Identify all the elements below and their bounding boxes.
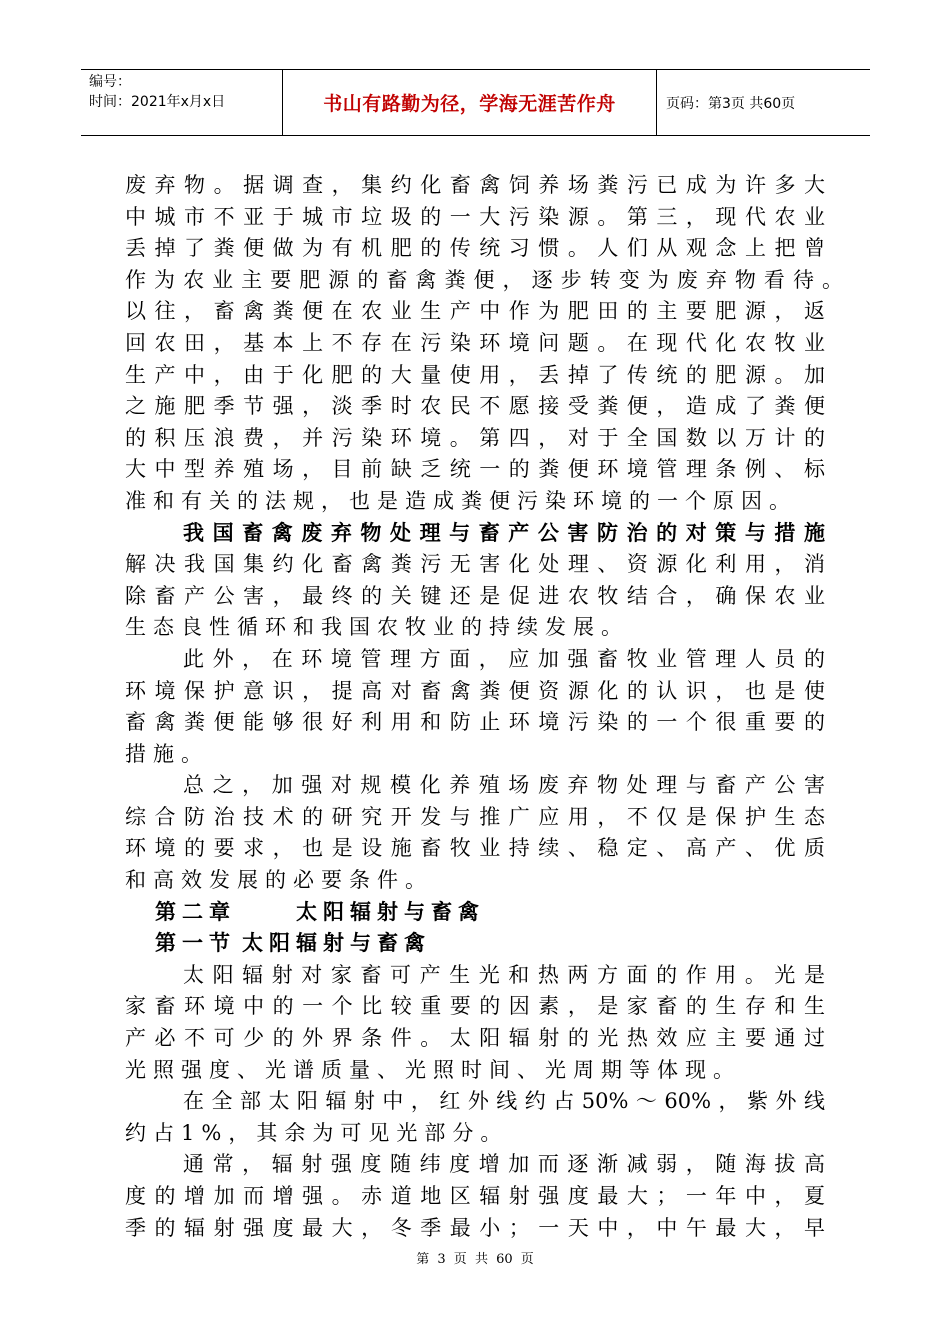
- body-line: 除畜产公害，最终的关键还是促进农牧结合，确保农业: [125, 583, 825, 608]
- section-subheading: 我国畜禽废弃物处理与畜产公害防治的对策与措施: [183, 520, 825, 545]
- footer-page-unit: 页: [453, 1252, 467, 1267]
- section-title: 太阳辐射与畜禽: [242, 931, 431, 956]
- body-line: 此外，在环境管理方面，应加强畜牧业管理人员的: [183, 646, 825, 671]
- body-line: 回农田，基本上不存在污染环境问题。在现代化农牧业: [125, 330, 825, 355]
- body-line: 家畜环境中的一个比较重要的因素，是家畜的生存和生: [125, 994, 825, 1019]
- page-header: [81, 69, 870, 136]
- body-line: 总之，加强对规模化养殖场废弃物处理与畜产公害: [183, 773, 825, 798]
- body-line: 度的增加而增强。赤道地区辐射强度最大；一年中，夏: [125, 1184, 825, 1208]
- document-number-label: 编号：: [89, 74, 131, 90]
- body-line: 环境的要求，也是设施畜牧业持续、稳定、高产、优质: [125, 836, 825, 861]
- section-heading: [125, 928, 825, 960]
- body-line: 丢掉了粪便做为有机肥的传统习惯。人们从观念上把曾: [125, 236, 825, 261]
- body-line: 准和有关的法规，也是造成粪便污染环境的一个原因。: [125, 488, 797, 513]
- body-line: 光照强度、光谱质量、光照时间、光周期等体现。: [125, 1057, 741, 1082]
- body-line: 的积压浪费，并污染环境。第四，对于全国数以万计的: [125, 425, 825, 450]
- body-line: 太阳辐射对家畜可产生光和热两方面的作用。光是: [183, 962, 825, 987]
- body-line: 大中型养殖场，目前缺乏统一的粪便环境管理条例、标: [125, 457, 825, 482]
- document-body: [125, 170, 843, 1244]
- header-meta: [81, 70, 282, 135]
- body-line: 约占1%，其余为可见光部分。: [125, 1120, 509, 1145]
- section-number: 第一节: [155, 931, 236, 956]
- chapter-heading: [125, 897, 825, 929]
- body-line: 以往，畜禽粪便在农业生产中作为肥田的主要肥源，返: [125, 299, 825, 324]
- body-line: 废弃物。据调查，集约化畜禽饲养场粪污已成为许多大: [125, 173, 825, 197]
- footer-total-prefix: 共: [474, 1252, 488, 1267]
- header-page-code: 页码：第3页 共60页: [666, 95, 796, 112]
- body-line: 通常，辐射强度随纬度增加而逐渐减弱，随海拔高: [183, 1152, 825, 1177]
- footer-page-number: 3: [437, 1252, 446, 1267]
- body-line: 措施。: [125, 741, 209, 766]
- body-line: 中城市不亚于城市垃圾的一大污染源。第三，现代农业: [125, 204, 825, 229]
- body-line: 生产中，由于化肥的大量使用，丢掉了传统的肥源。加: [125, 362, 825, 387]
- body-line: 生态良性循环和我国农牧业的持续发展。: [125, 615, 629, 640]
- footer-prefix: 第: [416, 1252, 430, 1267]
- body-line: 畜禽粪便能够很好利用和防止环境污染的一个很重要的: [125, 710, 825, 735]
- body-line: 和高效发展的必要条件。: [125, 868, 433, 893]
- body-line: 环境保护意识，提高对畜禽粪便资源化的认识，也是使: [125, 678, 825, 703]
- chapter-title: 太阳辐射与畜禽: [296, 899, 485, 924]
- page-footer: [0, 1248, 950, 1267]
- body-line: 综合防治技术的研究开发与推广应用，不仅是保护生态: [125, 804, 825, 829]
- body-line: 解决我国集约化畜禽粪污无害化处理、资源化利用，消: [125, 552, 825, 577]
- document-time-label: 时间：2021年x月x日: [89, 94, 226, 110]
- body-line: 之施肥季节强，淡季时农民不愿接受粪便，造成了粪便: [125, 394, 825, 419]
- footer-total-pages: 60: [496, 1252, 513, 1267]
- body-line: 产必不可少的外界条件。太阳辐射的光热效应主要通过: [125, 1026, 825, 1051]
- body-line: 在全部太阳辐射中，红外线约占50%～60%，紫外线: [183, 1089, 825, 1114]
- body-line: 作为农业主要肥源的畜禽粪便，逐步转变为废弃物看待。: [125, 267, 843, 292]
- body-line: 季的辐射强度最大，冬季最小；一天中，中午最大，早: [125, 1215, 825, 1240]
- footer-total-unit: 页: [520, 1252, 534, 1267]
- chapter-number: 第二章: [155, 899, 236, 924]
- header-motto: 书山有路勤为径，学海无涯苦作舟: [282, 70, 657, 135]
